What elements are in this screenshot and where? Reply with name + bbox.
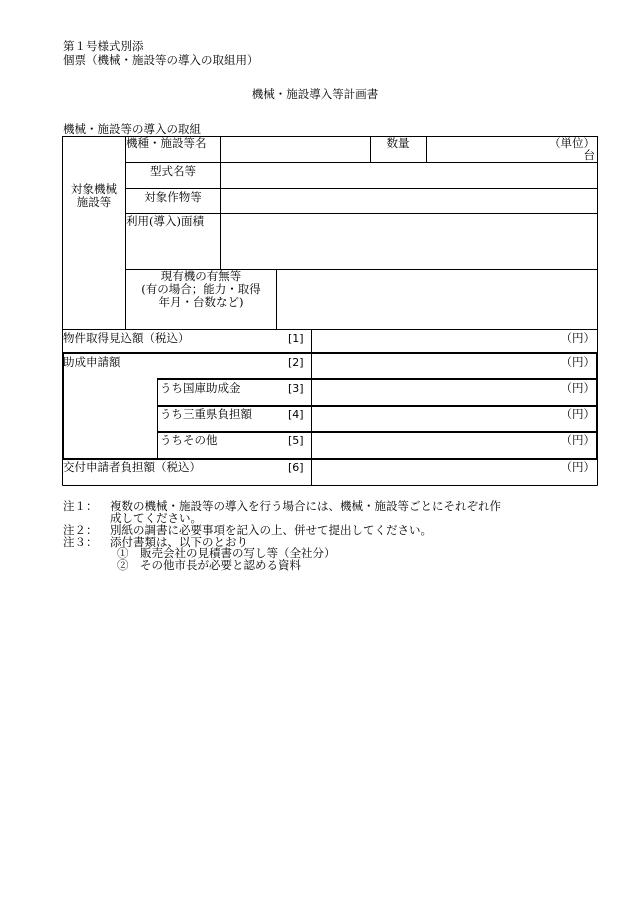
note-3-item-2: ② その他市長が必要と認める資料 (117, 558, 301, 572)
cost-row-unit: （円） (560, 381, 595, 395)
cost-row-code: [4] (288, 408, 304, 421)
sheet-title: 個票（機械・施設等の導入の取組用） (63, 53, 259, 67)
cost-row-unit: （円） (560, 355, 595, 369)
cost-row-label: 物件取得見込額（税込） (63, 331, 190, 345)
cost-row-code: [6] (288, 461, 304, 474)
unit-value: 台 (583, 148, 595, 162)
target-crop-label: 対象作物等 (144, 190, 202, 204)
note-1-text-line1: 複数の機械・施設等の導入を行う場合には、機械・施設等ごとにそれぞれ作 (110, 499, 501, 513)
existing-equipment-label-line2: (有の場合；能力・取得 (141, 282, 261, 296)
form-number: 第１号様式別添 (63, 39, 144, 53)
cost-row-label: うち国庫助成金 (160, 381, 241, 395)
cost-row-code: [2] (288, 356, 304, 369)
target-equipment-label-line1: 対象機械 (71, 182, 117, 196)
equipment-name-label: 機種・施設等名 (126, 136, 207, 150)
existing-equipment-label-line1: 現有機の有無等 (160, 269, 242, 283)
note-3-text: 添付書類は、以下のとおり (110, 535, 248, 549)
cost-row-code: [5] (288, 434, 304, 447)
section-title: 機械・施設等の導入の取組 (63, 122, 201, 136)
cost-row-label: 助成申請額 (63, 355, 121, 369)
note-3-label: 注３： (63, 535, 98, 549)
note-1-text-line2: 成してください。 (110, 511, 202, 525)
note-2-label: 注２： (63, 523, 98, 537)
existing-equipment-label-line3: 年月・台数など) (158, 295, 244, 309)
cost-row-label: うち三重県負担額 (160, 407, 252, 421)
model-name-label: 型式名等 (150, 164, 196, 178)
cost-row-unit: （円） (560, 407, 595, 421)
cost-row-code: [3] (288, 382, 304, 395)
usage-area-label: 利用(導入)面積 (126, 214, 204, 228)
cost-row-unit: （円） (560, 460, 595, 474)
cost-row-label: 交付申請者負担額（税込） (63, 460, 201, 474)
cost-row-unit: （円） (560, 331, 595, 345)
quantity-label: 数量 (386, 136, 410, 150)
cost-row-code: [1] (288, 332, 304, 345)
note-3-item-1: ① 販売会社の見積書の写し等（全社分） (117, 546, 336, 560)
document-title: 機械・施設導入等計画書 (251, 87, 379, 101)
note-1-label: 注１： (63, 499, 98, 513)
note-2-text: 別紙の調書に必要事項を記入の上、併せて提出してください。 (110, 523, 432, 537)
unit-label: （単位） (549, 136, 595, 150)
cost-row-label: うちその他 (160, 433, 218, 447)
cost-row-unit: （円） (560, 433, 595, 447)
target-equipment-label-line2: 施設等 (76, 195, 112, 209)
